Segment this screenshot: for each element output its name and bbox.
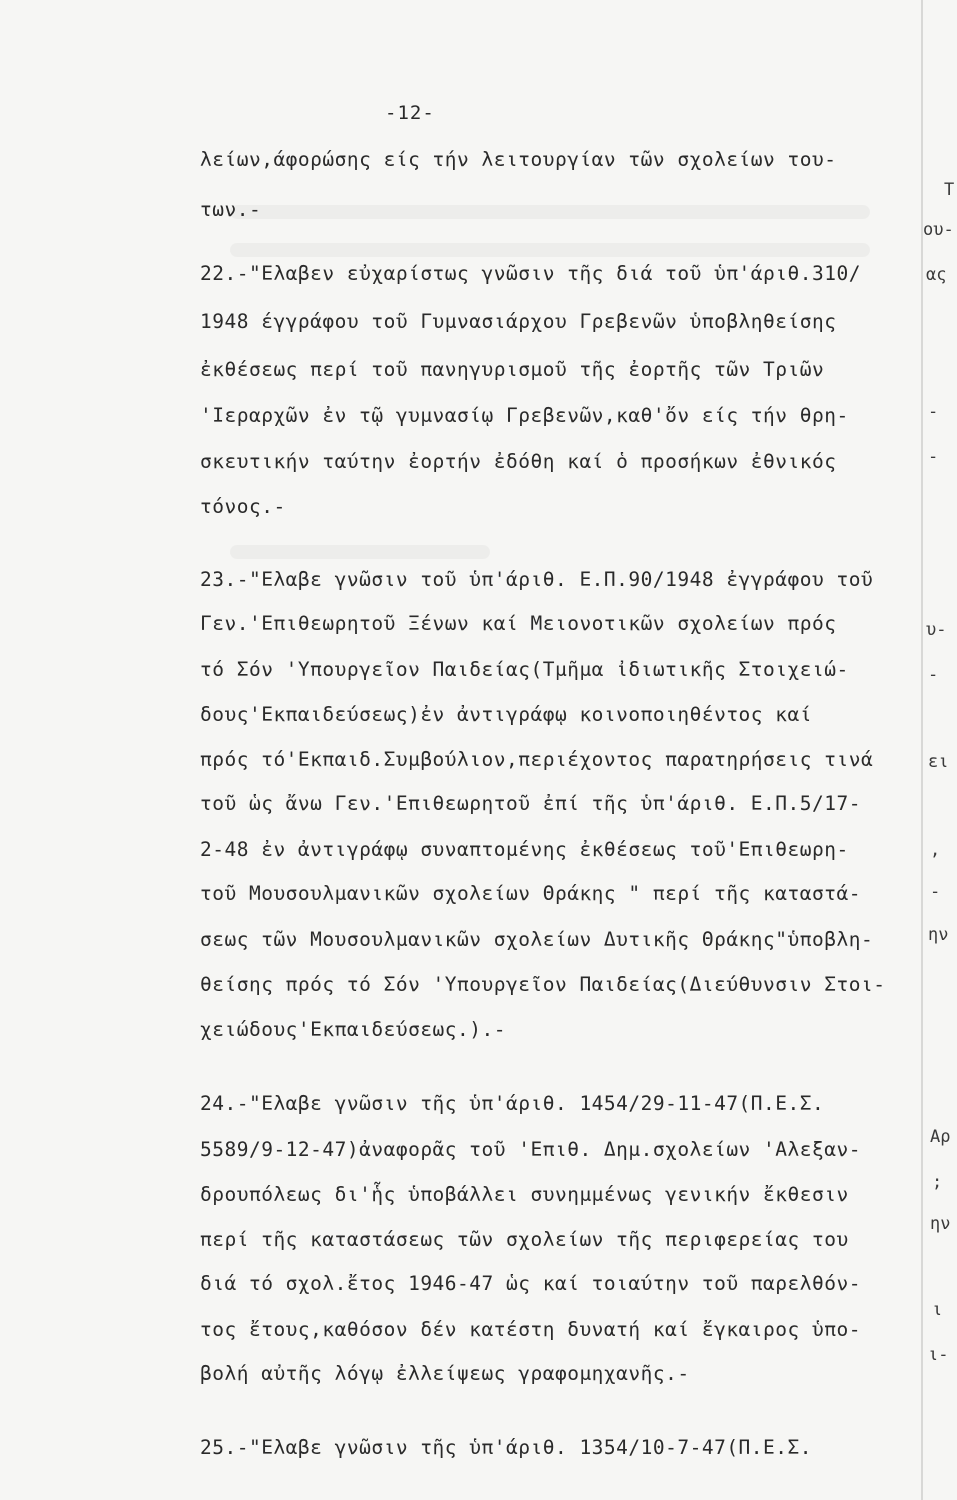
text-line: των.- — [200, 198, 262, 221]
text-line: τό Σόν 'Υπουργεῖον Παιδείας(Τμῆμα ἰδιωτικῆς Στοιχειώ- — [200, 658, 849, 681]
text-line: χειώδους'Εκπαιδεύσεως.).- — [200, 1018, 506, 1041]
text-line: δους'Εκπαιδεύσεως)ἐν ἀντιγράφῳ κοινοποιηθέντος καί — [200, 703, 812, 726]
margin-fragment: Αρ — [930, 1127, 951, 1147]
text-line: σεως τῶν Μουσουλμανικῶν σχολείων Δυτικῆς Θράκης"ὑποβλη- — [200, 928, 874, 951]
text-line: λείων,άφορώσης είς τήν λειτουργίαν τῶν σχολείων του- — [200, 148, 837, 171]
bleed-through-shadow — [230, 545, 490, 559]
text-line: σκευτικήν ταύτην ἐορτήν ἐδόθη καί ὁ προσήκων ἐθνικός — [200, 450, 837, 473]
margin-fragment: ου- — [923, 220, 954, 240]
text-line: τόνος.- — [200, 495, 286, 518]
text-line: 'Ιεραρχῶν ἐν τῷ γυμνασίῳ Γρεβενῶν,καθ'ὄν είς τήν θρη- — [200, 404, 849, 427]
margin-fragment: ει — [928, 752, 949, 772]
text-line: ἐκθέσεως περί τοῦ πανηγυρισμοῦ τῆς ἐορτῆς τῶν Τριῶν — [200, 358, 825, 381]
item-24-line: 24.-"Ελαβε γνῶσιν τῆς ὑπ'άριθ. 1454/29-11-47(Π.Ε.Σ. — [200, 1092, 825, 1115]
text-line: περί τῆς καταστάσεως τῶν σχολείων τῆς περιφερείας του — [200, 1228, 849, 1251]
text-line: Γεν.'Επιθεωρητοῦ Ξένων καί Μειονοτικῶν σχολείων πρός — [200, 612, 837, 635]
item-22-line: 22.-"Ελαβεν εὐχαρίστως γνῶσιν τῆς διά τοῦ ὑπ'άριθ.310/ — [200, 262, 861, 285]
margin-fragment: - — [928, 447, 939, 467]
text-line: τοῦ Μουσουλμανικῶν σχολείων Θράκης " περί τῆς καταστά- — [200, 882, 861, 905]
margin-fragment: ι — [932, 1300, 943, 1320]
margin-fragment: υ- — [926, 620, 947, 640]
margin-fragment: Τ — [944, 180, 955, 200]
text-line: βολή αὐτῆς λόγῳ ἐλλείψεως γραφομηχανῆς.- — [200, 1362, 690, 1385]
page-number: -12- — [385, 102, 435, 124]
text-line: 5589/9-12-47)ἀναφορᾶς τοῦ 'Επιθ. Δημ.σχολείων 'Αλεξαν- — [200, 1138, 861, 1161]
margin-fragment: - — [928, 402, 939, 422]
margin-fragment: - — [928, 665, 939, 685]
text-line: θείσης πρός τό Σόν 'Υπουργεῖον Παιδείας(Διεύθυνσιν Στοι- — [200, 973, 886, 996]
text-line: πρός τό'Εκπαιδ.Συμβούλιον,περιέχοντος παρατηρήσεις τινά — [200, 748, 874, 771]
text-line: τος ἔτους,καθόσον δέν κατέστη δυνατή καί ἔγκαιρος ὑπο- — [200, 1318, 861, 1341]
text-line: 1948 έγγράφου τοῦ Γυμνασιάρχου Γρεβενῶν ὑποβληθείσης — [200, 310, 837, 333]
margin-fragment: ι- — [928, 1345, 949, 1365]
bleed-through-shadow — [230, 205, 870, 219]
text-line: δρουπόλεως δι'ἧς ὑποβάλλει συνημμένως γενικήν ἔκθεσιν — [200, 1183, 849, 1206]
margin-fragment: - — [930, 882, 941, 902]
item-25-line: 25.-"Ελαβε γνῶσιν τῆς ὑπ'άριθ. 1354/10-7-47(Π.Ε.Σ. — [200, 1436, 812, 1459]
margin-fragment: ; — [932, 1172, 943, 1192]
margin-fragment: , — [930, 840, 941, 860]
text-line: 2-48 ἐν ἀντιγράφῳ συναπτομένης ἐκθέσεως τοῦ'Επιθεωρη- — [200, 838, 849, 861]
margin-fragment: ην — [930, 1214, 951, 1234]
text-line: τοῦ ὡς ἄνω Γεν.'Επιθεωρητοῦ ἐπί τῆς ὑπ'άριθ. Ε.Π.5/17- — [200, 792, 861, 815]
margin-fragment: ας — [926, 265, 947, 285]
text-line: διά τό σχολ.ἔτος 1946-47 ὡς καί τοιαύτην τοῦ παρελθόν- — [200, 1272, 861, 1295]
margin-fragment: ην — [928, 925, 949, 945]
item-23-line: 23.-"Ελαβε γνῶσιν τοῦ ὑπ'άριθ. Ε.Π.90/1948 ἐγγράφου τοῦ — [200, 568, 874, 591]
bleed-through-shadow — [230, 243, 870, 257]
